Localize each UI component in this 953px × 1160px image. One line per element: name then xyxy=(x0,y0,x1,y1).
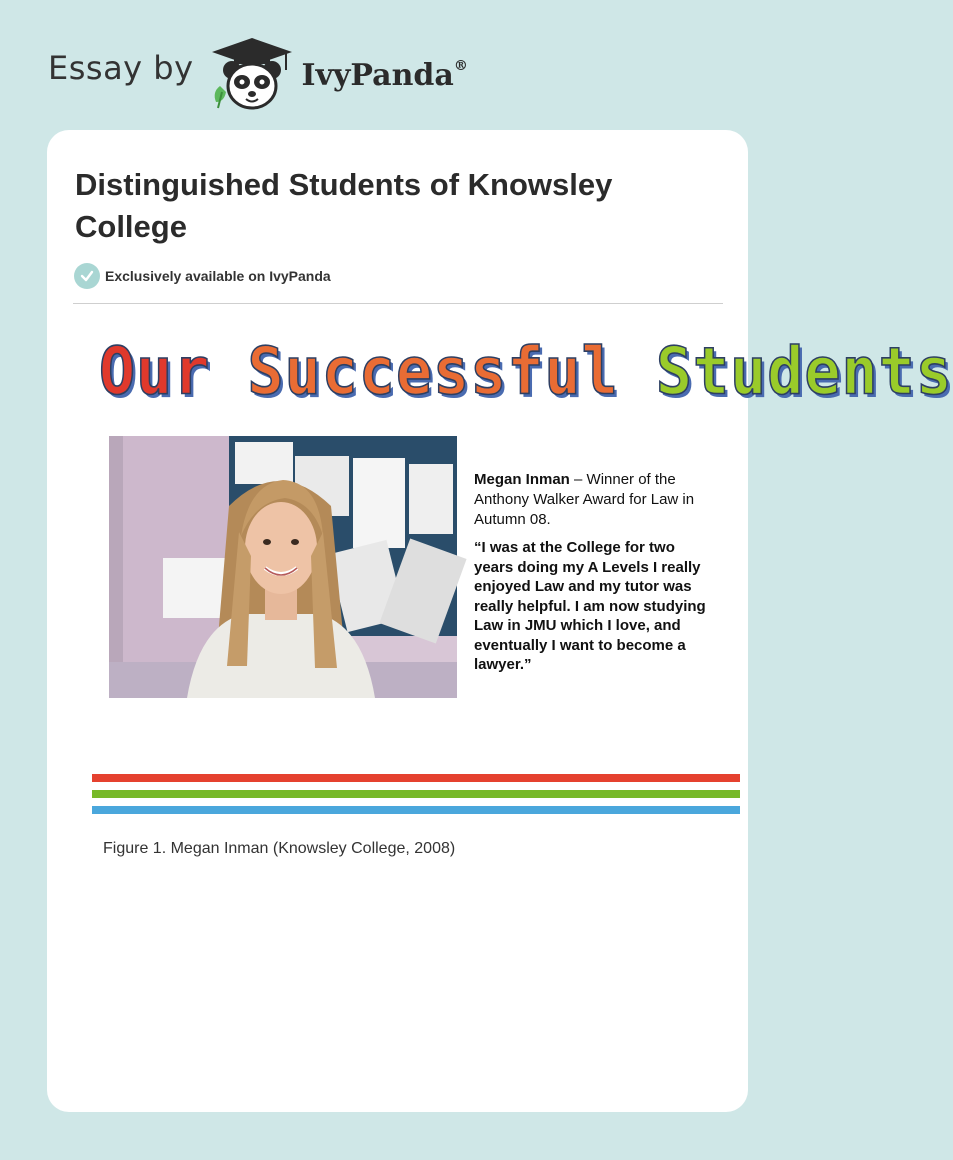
brand-name: IvyPanda® xyxy=(301,57,468,93)
registered-mark: ® xyxy=(453,57,468,74)
check-icon xyxy=(74,263,100,289)
banner-word: Students xyxy=(655,334,953,410)
page-title: Distinguished Students of Knowsley College xyxy=(75,167,613,244)
student-award: – Winner of the Anthony Walker Award for Law in Autumn 08. xyxy=(474,471,695,528)
exclusive-badge-text: Exclusively available on IvyPanda xyxy=(105,268,331,284)
panda-graduate-icon xyxy=(206,36,298,112)
student-quote: “I was at the College for two years doing my A Levels I really enjoyed Law and my tutor was really helpful. I am now studying Law in JMU which I love, and eventually I want to become a lawyer.” xyxy=(474,539,706,673)
student-caption xyxy=(474,470,714,675)
stripe-blue xyxy=(92,806,740,814)
essay-card xyxy=(47,130,953,1112)
stripe-red xyxy=(92,774,740,782)
student-name: Megan Inman xyxy=(474,471,570,488)
brand-header xyxy=(48,34,468,114)
brand-prefix: Essay by xyxy=(48,49,194,87)
exclusive-badge xyxy=(74,263,331,289)
student-photo xyxy=(109,436,457,698)
banner-word: Successful xyxy=(247,334,619,410)
stripe-green xyxy=(92,790,740,798)
divider xyxy=(73,303,723,304)
figure-banner xyxy=(99,333,953,411)
student-intro xyxy=(474,470,714,530)
figure-caption: Figure 1. Megan Inman (Knowsley College, 2008) xyxy=(103,840,456,857)
figure-image xyxy=(89,324,953,824)
banner-word: Our xyxy=(99,334,211,410)
